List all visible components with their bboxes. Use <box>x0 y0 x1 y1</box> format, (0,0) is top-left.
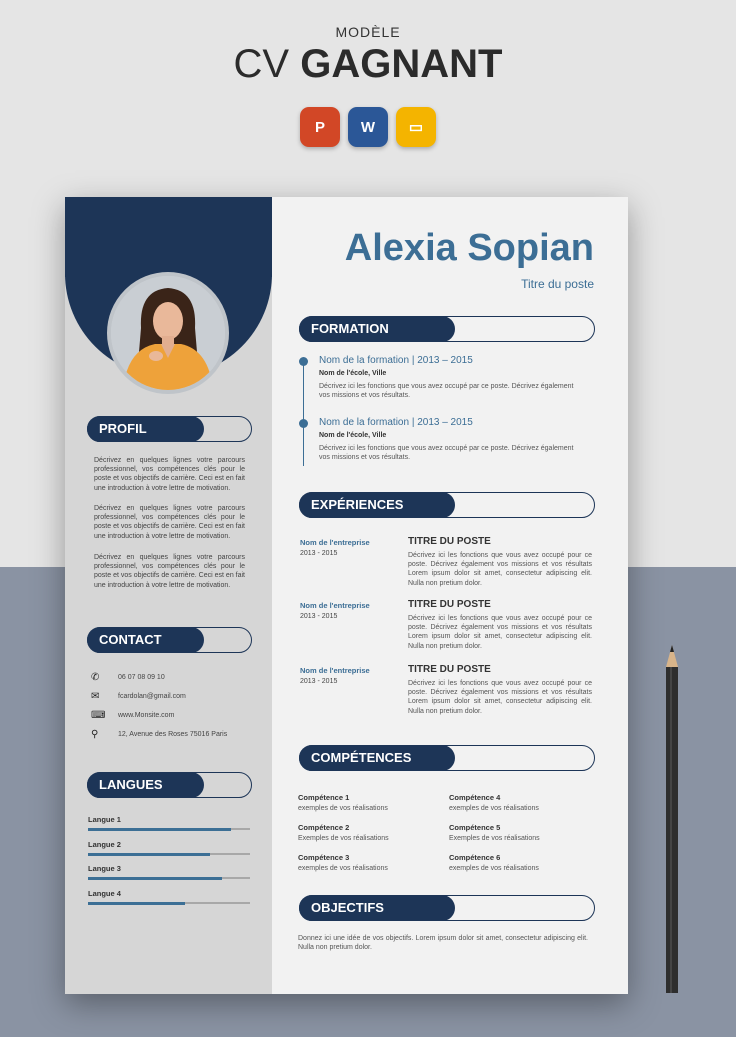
google-slides-icon[interactable] <box>396 107 436 147</box>
header-title-light: CV <box>233 42 301 86</box>
competence-example: exemples de vos réalisations <box>449 805 539 812</box>
competence-name: Compétence 2 <box>298 823 350 832</box>
experience-title: TITRE DU POSTE <box>408 536 491 547</box>
profil-paragraph-3: Décrivez en quelques lignes votre parcours professionnel, vos compétences clés pour le poste et vos objectifs de carrière. Ceci est en fait une introduction à votre lettre de motivation. <box>94 554 245 589</box>
langue-bar <box>88 902 250 904</box>
powerpoint-letter: P <box>314 118 325 136</box>
experience-company: Nom de l'entreprise <box>300 666 370 675</box>
phone-icon: ✆ <box>91 672 100 683</box>
langue-level <box>88 902 185 905</box>
timeline-dot <box>299 419 308 428</box>
competence-example: Exemples de vos réalisations <box>298 835 389 842</box>
langue-name: Langue 3 <box>88 864 121 873</box>
competence-name: Compétence 6 <box>449 853 501 862</box>
location-icon: ⚲ <box>91 729 99 740</box>
langue-item <box>88 889 250 904</box>
experience-desc: Décrivez ici les fonctions que vous avez occupé pour ce poste. Décrivez également vos missions et vos résultats Lorem ipsum dolor sit amet, consectetur adipiscing elit. Nulla non pretium dolor. <box>408 552 592 587</box>
competence-example: exemples de vos réalisations <box>298 805 388 812</box>
word-letter: W <box>360 118 376 136</box>
objectifs-heading-label: OBJECTIFS <box>299 895 455 921</box>
formation-school: Nom de l'école, Ville <box>319 370 387 377</box>
web-icon: ⌨ <box>91 710 106 721</box>
pencil-icon <box>664 645 680 993</box>
langue-item <box>88 864 250 879</box>
contact-heading-label: CONTACT <box>87 627 204 653</box>
competence-name: Compétence 3 <box>298 853 350 862</box>
formation-title: Nom de la formation | 2013 – 2015 <box>319 417 473 428</box>
formation-heading <box>299 316 595 342</box>
profil-paragraph-1: Décrivez en quelques lignes votre parcours professionnel, vos compétences clés pour le poste et vos objectifs de carrière. Ceci est en fait une introduction à votre lettre de motivation. <box>94 457 245 492</box>
word-icon[interactable] <box>348 107 388 147</box>
web-text: www.Monsite.com <box>118 712 175 719</box>
langue-item <box>88 815 250 830</box>
experience-title: TITRE DU POSTE <box>408 664 491 675</box>
slides-glyph: ▭ <box>408 119 424 136</box>
mail-icon: ✉ <box>91 691 100 702</box>
app-icons <box>300 107 436 147</box>
langue-bar <box>88 853 250 855</box>
objectifs-heading <box>299 895 595 921</box>
langue-item <box>88 840 250 855</box>
langue-name: Langue 1 <box>88 815 121 824</box>
formation-heading-label: FORMATION <box>299 316 455 342</box>
langue-bar <box>88 877 250 879</box>
profile-photo <box>107 272 229 394</box>
competence-name: Compétence 1 <box>298 793 350 802</box>
formation-desc: Décrivez ici les fonctions que vous avez occupé par ce poste. Décrivez également vos missions et vos résultats. <box>319 383 574 399</box>
timeline-dot <box>299 357 308 366</box>
experience-dates: 2013 - 2015 <box>300 678 338 685</box>
langues-heading <box>87 772 252 798</box>
profil-heading-label: PROFIL <box>87 416 204 442</box>
experiences-heading <box>299 492 595 518</box>
profil-paragraph-2: Décrivez en quelques lignes votre parcours professionnel, vos compétences clés pour le poste et vos objectifs de carrière. Ceci est en fait une introduction à votre lettre de motivation. <box>94 505 245 540</box>
competence-name: Compétence 5 <box>449 823 501 832</box>
experience-company: Nom de l'entreprise <box>300 601 370 610</box>
competence-example: exemples de vos réalisations <box>298 865 388 872</box>
phone-text: 06 07 08 09 10 <box>118 674 165 681</box>
experience-desc: Décrivez ici les fonctions que vous avez occupé pour ce poste. Décrivez également vos missions et vos résultats Lorem ipsum dolor sit amet, consectetur adipiscing elit. Nulla non pretium dolor. <box>408 680 592 715</box>
competences-heading <box>299 745 595 771</box>
candidate-name: Alexia Sopian <box>344 227 594 269</box>
formation-title: Nom de la formation | 2013 – 2015 <box>319 355 473 366</box>
langue-bar <box>88 828 250 830</box>
experience-dates: 2013 - 2015 <box>300 550 338 557</box>
competences-heading-label: COMPÉTENCES <box>299 745 455 771</box>
experience-desc: Décrivez ici les fonctions que vous avez occupé pour ce poste. Décrivez également vos missions et vos résultats Lorem ipsum dolor sit amet, consectetur adipiscing elit. Nulla non pretium dolor. <box>408 615 592 650</box>
langue-level <box>88 828 231 831</box>
profil-heading <box>87 416 252 442</box>
address-text: 12, Avenue des Roses 75016 Paris <box>118 731 228 738</box>
experience-dates: 2013 - 2015 <box>300 613 338 620</box>
competence-example: Exemples de vos réalisations <box>449 835 540 842</box>
formation-school: Nom de l'école, Ville <box>319 432 387 439</box>
experience-title: TITRE DU POSTE <box>408 599 491 610</box>
powerpoint-icon[interactable] <box>300 107 340 147</box>
langues-heading-label: LANGUES <box>87 772 204 798</box>
competence-example: exemples de vos réalisations <box>449 865 539 872</box>
header-title-bold: GAGNANT <box>300 42 503 86</box>
langue-level <box>88 877 222 880</box>
langue-name: Langue 4 <box>88 889 121 898</box>
page-header <box>0 24 736 86</box>
job-title: Titre du poste <box>521 277 594 291</box>
email-text: fcardolan@gmail.com <box>118 693 186 700</box>
experience-company: Nom de l'entreprise <box>300 538 370 547</box>
langue-name: Langue 2 <box>88 840 121 849</box>
avatar-icon <box>111 276 225 390</box>
objectifs-text: Donnez ici une idée de vos objectifs. Lorem ipsum dolor sit amet, consectetur adipiscing elit. Nulla non pretium dolor. <box>298 935 588 951</box>
competence-name: Compétence 4 <box>449 793 501 802</box>
experiences-heading-label: EXPÉRIENCES <box>299 492 455 518</box>
formation-timeline <box>303 358 304 466</box>
header-subtitle: MODÈLE <box>335 24 401 40</box>
formation-desc: Décrivez ici les fonctions que vous avez occupé par ce poste. Décrivez également vos missions et vos résultats. <box>319 445 574 461</box>
header-title <box>0 42 736 86</box>
resume-page <box>65 197 628 994</box>
langue-level <box>88 853 210 856</box>
contact-heading <box>87 627 252 653</box>
